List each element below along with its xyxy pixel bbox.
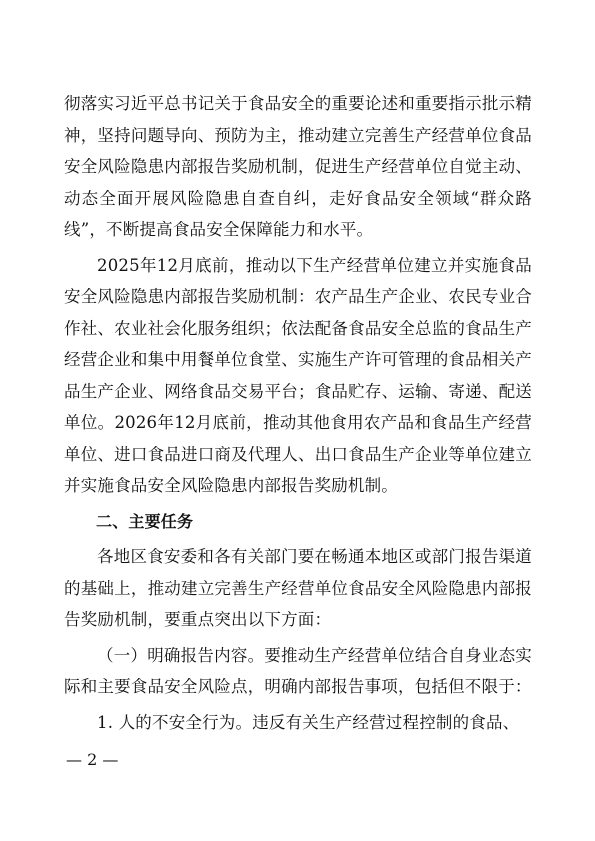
- paragraph-continuation: 彻落实习近平总书记关于食品安全的重要论述和重要指示批示精神，坚持问题导向、预防为主，推动建立完善生产经营单位食品安全风险隐患内部报告奖励机制，促进生产经营单位自觉主动、动态全面开展风险隐患自查自纠，走好食品安全领域“群众路线”，不断提高食品安全保障能力和水平。: [64, 94, 532, 239]
- document-body: [64, 88, 532, 738]
- paragraph-main-tasks: 各地区食安委和各有关部门要在畅通本地区或部门报告渠道的基础上，推动建立完善生产经营单位食品安全风险隐患内部报告奖励机制，要重点突出以下方面：: [64, 547, 532, 629]
- paragraph-item-1: 1. 人的不安全行为。违反有关生产经营过程控制的食品、: [97, 712, 520, 732]
- page-number: — 2 —: [66, 750, 119, 769]
- paragraph-report-content: （一）明确报告内容。要推动生产经营单位结合自身业态实际和主要食品安全风险点，明确内部报告事项，包括但不限于：: [64, 645, 532, 696]
- paragraph-deadlines: 2025年12月底前，推动以下生产经营单位建立并实施食品安全风险隐患内部报告奖励机制：农产品生产企业、农民专业合作社、农业社会化服务组织；依法配备食品安全总监的食品生产经营企业和集中用餐单位食堂、实施生产许可管理的食品相关产品生产企业、网络食品交易平台；食品贮存、运输、寄递、配送单位。2026年12月底前，推动其他食用农产品和食品生产经营单位、进口食品进口商及代理人、出口食品生产企业等单位建立并实施食品安全风险隐患内部报告奖励机制。: [64, 255, 532, 495]
- section-heading-main-tasks: 二、主要任务: [96, 511, 194, 531]
